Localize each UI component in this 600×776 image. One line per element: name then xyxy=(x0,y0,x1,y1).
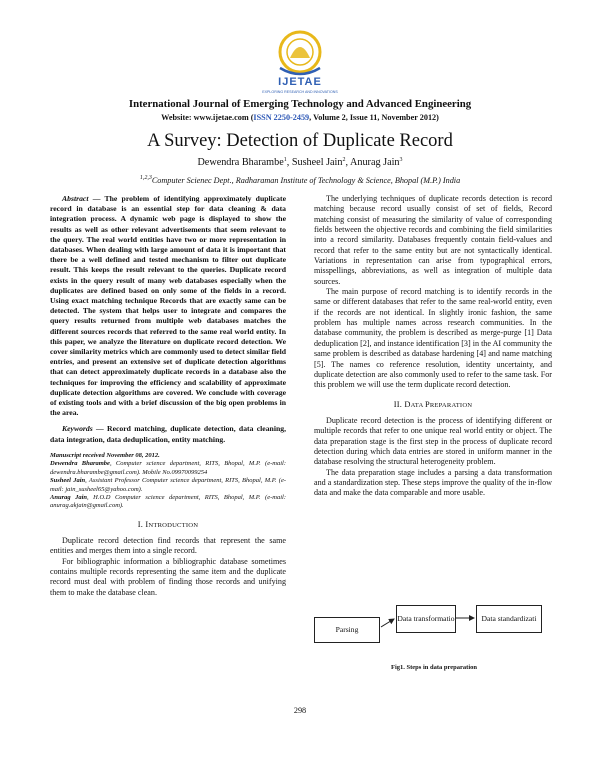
affiliation-sup: 1,2,3 xyxy=(139,175,152,181)
note-received: Manuscript received November 08, 2012. xyxy=(50,451,160,459)
body-paragraph-1: The underlying techniques of duplicate records detection is record matching because record usually consist of set of fields, Record matching consist of measuring the similarity of value of corresponding fields between the objective records and combining the field similarities into a record similarity. Databases frequently contain field-values and record that refer to the same entity but are not syntactically identical. Variations in representation can arise from typographical errors, misspellings, abbreviations, as well as integration of multiple data sources. xyxy=(314,194,552,286)
keywords-label: Keywords xyxy=(62,424,93,434)
abstract xyxy=(50,194,286,418)
note-1-text: , Computer science department, RITS, Bhopal, M.P. (e-mail: dewendra.bharambe@gmail.com). Mobile No.09970099254 xyxy=(50,460,286,476)
note-1-name: Dewendra Bharambe xyxy=(50,460,110,468)
keywords xyxy=(50,424,286,444)
author-notes xyxy=(50,452,286,511)
affiliation xyxy=(0,176,600,185)
intro-paragraph-2: For bibliographic information a bibliographic database sometimes contains multiple records representing the same item and the duplicate record must deal with problem of finding those records and unifying them to make the database clean. xyxy=(50,556,286,597)
website-suffix: , Volume 2, Issue 11, November 2012) xyxy=(309,113,439,122)
affiliation-text: Computer Scienec Dept., Radharaman Institute of Technology & Science, Bhopal (M.P.) India xyxy=(151,176,461,185)
note-2-text: , Assistant Professor Computer science department, RITS, Bhopal, M.P. (e-mail: jain_susheel65@yahoo.com). xyxy=(50,477,287,493)
website-line xyxy=(0,113,600,122)
body-paragraph-3: Duplicate record detection is the process of identifying different or multiple records that refer to one unique real world entity or object. The data preparation stage is the first step in the process of duplicate record detection during which data entries are stored in uniform manner in the database resolving the structural heterogeneity problem. xyxy=(314,415,552,467)
logo-text: IJETAE xyxy=(278,76,322,88)
left-column xyxy=(50,194,286,598)
figure-caption: Fig1. Steps in data preparation xyxy=(390,664,477,671)
abstract-text: — The problem of identifying approximately duplicate record in database is an essential step for data cleaning & data integration process. A dynamic web page is displayed to show the results as well as other relevant advertisements that seem relevant to the query. The real world entities have two or more representation in databases. When dealing with large amount of data it is important that there be a well defined and tested mechanism to filter out duplicate result. This keeps the result relevant to the queries. Duplicate record exists in the query result of many web databases especially when the duplicates are defined based on only some of the fields in a record. Using exact matching technique Records that are exactly same can be detected. The system that helps user to integrate and compares the query results returned from multiple web databases matches the different sources records that referred to the same real world entity. In this paper, we analyze the literature on duplicate record detection. We cover similarity metrics which are commonly used to detect similar field entries, and present an extensive set of duplicate detection algorithms that can detect approximately duplicate records in a database also the techniques for improving the efficiency and scalability of approximate duplicate detection algorithms are covered. We conclude with coverage of existing tools and with a brief discussion of the big open problems in the area. xyxy=(50,194,286,418)
author-3: Anurag Jain xyxy=(350,157,400,168)
section-heading-data-preparation: II. DATA PREPARATION xyxy=(393,399,473,409)
body-paragraph-4: The data preparation stage includes a parsing a data transformation and a standardization step. These steps improve the quality of the in-flow data and make the data comparable and more usable. xyxy=(314,467,552,498)
figure-box-transformation: Data transformatio xyxy=(396,605,456,633)
right-column xyxy=(314,194,552,499)
arrow-parsing-to-transform xyxy=(381,619,394,627)
body-paragraph-2: The main purpose of record matching is to identify records in the same or different databases that refer to the same real-world entity, even if the records are not identical. In slightly ironic fashion, the same problem has multiple names across research communities. In the database community, the problem is described as merge-purge [1] Data deduplication [2], and instance identification [3] in the AI community the same problem is described as database hardening [4] and name matching [5]. The names co reference resolution, identity uncertainty, and duplicate detection are also commonly used to refer to the same task. For this problem we will use the term duplicate record detection. xyxy=(314,287,552,390)
note-3-name: Anurag Jain xyxy=(50,493,88,501)
issn-link[interactable]: ISSN 2250-2459 xyxy=(253,113,310,122)
author-3-sup: 3 xyxy=(399,157,403,163)
abstract-label: Abstract xyxy=(62,194,89,203)
note-2-name: Susheel Jain xyxy=(50,477,86,485)
author-2: Susheel Jain xyxy=(291,157,343,168)
journal-logo xyxy=(250,28,350,96)
figure-data-preparation xyxy=(314,597,554,657)
author-1-sup: 1 xyxy=(283,157,287,163)
keywords-text: — Record matching, duplicate detection, data cleaning, data integration, data deduplication, entity matching. xyxy=(50,424,286,444)
figure-box-standardization: Data standardizati xyxy=(476,605,542,633)
section-heading-introduction: I. INTRODUCTION xyxy=(137,519,199,529)
author-2-sup: 2 xyxy=(342,157,346,163)
note-3-text: , H.O.D Computer science department, RITS, Bhopal, M.P. (e-mail: anurag.akjain@gmail.com). xyxy=(50,493,286,510)
logo-emblem-icon xyxy=(250,28,350,96)
intro-paragraph-1: Duplicate record detection find records that represent the same entities and merges them into a single record. xyxy=(50,536,286,556)
figure-box-parsing: Parsing xyxy=(314,617,380,643)
paper-title: A Survey: Detection of Duplicate Record xyxy=(147,131,453,151)
logo-tagline: EXPLORING RESEARCH AND INNOVATIONS xyxy=(262,90,338,94)
page-number: 298 xyxy=(293,706,307,715)
author-1: Dewendra Bharambe xyxy=(197,157,284,168)
journal-title: International Journal of Emerging Technology and Advanced Engineering xyxy=(128,98,472,110)
website-prefix: Website: www.ijetae.com ( xyxy=(161,113,254,122)
authors-line: Dewendra Bharambe$^1$, Susheel Jain$^2$, Anurag Jain$^3$ xyxy=(197,157,403,168)
